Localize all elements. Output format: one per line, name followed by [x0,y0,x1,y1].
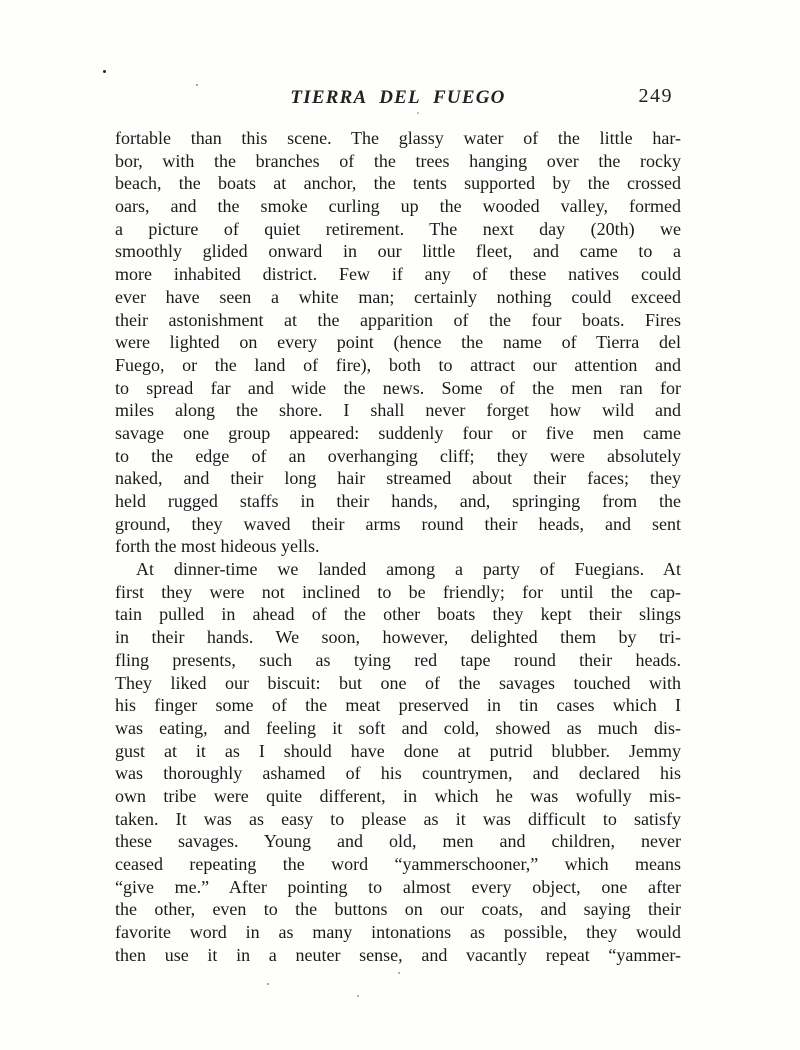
text-line: favorite word in as many intonations as possible, they would [115,922,681,943]
text-line: miles along the shore. I shall never forget how wild and [115,400,681,421]
text-line: own tribe were quite different, in which he was wofully mis- [115,785,681,806]
text-line: smoothly glided onward in our little fleet, and came to a [115,241,681,262]
scan-speck [196,84,198,86]
text-line: savage one group appeared: suddenly four or five men came [115,422,681,443]
text-line: forth the most hideous yells. [115,536,320,557]
page-header [115,85,681,111]
text-line: fortable than this scene. The glassy water of the little har- [115,128,681,148]
text-line: the other, even to the buttons on our coats, and saying their [115,899,681,920]
scan-speck [417,112,419,114]
page-number: 249 [638,85,673,107]
text-line: more inhabited district. Few if any of these natives could [115,264,681,285]
text-line: a picture of quiet retirement. The next day (20th) we [115,218,681,239]
text-line: then use it in a neuter sense, and vacantly repeat “yammer- [115,944,681,965]
text-line: first they were not inclined to be friendly; for until the cap- [115,581,681,602]
text-line: to the edge of an overhanging cliff; they were absolutely [115,445,681,466]
text-line: naked, and their long hair streamed about their faces; they [115,468,681,489]
text-line: bor, with the branches of the trees hanging over the rocky [115,150,681,171]
scan-speck [357,995,359,997]
text-line: They liked our biscuit: but one of the savages touched with [115,672,681,693]
scan-speck [267,983,269,985]
text-line: was eating, and feeling it soft and cold, showed as much dis- [115,717,681,738]
text-line: ceased repeating the word “yammerschooner,” which means [115,854,681,874]
scan-speck [103,70,106,73]
text-line: beach, the boats at anchor, the tents supported by the crossed [115,173,681,194]
text-line: was thoroughly ashamed of his countrymen, and declared his [115,763,681,784]
text-line: held rugged staffs in their hands, and, springing from the [115,491,681,511]
text-line: oars, and the smoke curling up the wooded valley, formed [115,196,681,217]
text-line: ground, they waved their arms round their heads, and sent [115,513,681,534]
scan-speck [398,972,400,974]
text-line: At dinner-time we landed among a party of Fuegians. At [136,559,681,580]
text-line: ever have seen a white man; certainly nothing could exceed [115,286,681,307]
text-line: Fuego, or the land of fire), both to attract our attention and [115,354,681,375]
text-line: were lighted on every point (hence the name of Tierra del [115,332,681,353]
text-line: to spread far and wide the news. Some of the men ran for [115,377,681,398]
page-body [115,127,681,966]
text-line: taken. It was as easy to please as it was difficult to satisfy [115,808,681,829]
text-line: their astonishment at the apparition of the four boats. Fires [115,309,681,330]
text-line: gust at it as I should have done at putrid blubber. Jemmy [115,740,681,761]
text-line: his finger some of the meat preserved in tin cases which I [115,695,681,716]
text-line: in their hands. We soon, however, delighted them by tri- [115,627,681,648]
text-line: “give me.” After pointing to almost every object, one after [115,876,681,897]
text-line: these savages. Young and old, men and children, never [115,831,681,852]
text-line: fling presents, such as tying red tape round their heads. [115,649,681,670]
running-title: TIERRA DEL FUEGO [290,87,506,108]
text-line: tain pulled in ahead of the other boats they kept their slings [115,604,681,625]
